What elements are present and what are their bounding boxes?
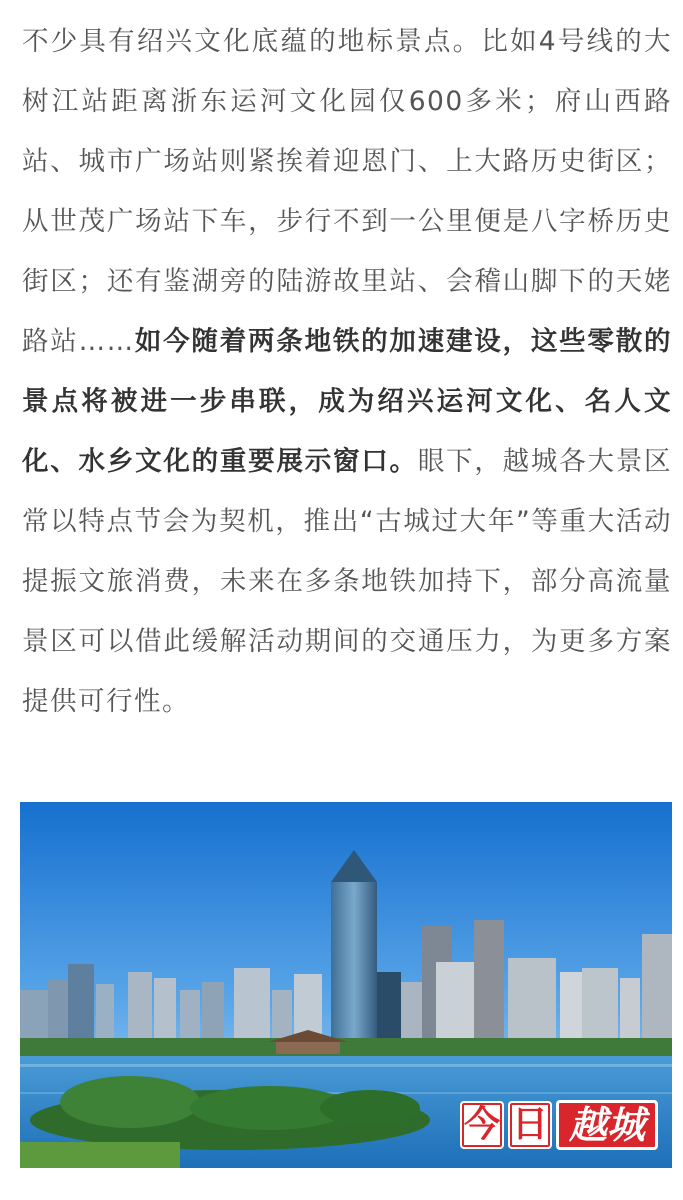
city-skyline-photo [20, 802, 672, 1168]
watermark-char-2: 日 [508, 1101, 552, 1149]
article-paragraph [22, 12, 672, 732]
watermark-brand: 越城 [556, 1100, 658, 1150]
watermark-char-1: 今 [460, 1101, 504, 1149]
paragraph-text-after: 眼下，越城各大景区常以特点节会为契机，推出“古城过大年”等重大活动提振文旅消费，未来在多条地铁加持下，部分高流量景区可以借此缓解活动期间的交通压力，为更多方案提供可行性。 [22, 446, 673, 717]
far-shore-trees [20, 1038, 672, 1058]
paragraph-text-before: 不少具有绍兴文化底蕴的地标景点。比如4号线的大树江站距离浙东运河文化园仅600多米；府山西路站、城市广场站则紧挨着迎恩门、上大路历史街区；从世茂广场站下车，步行不到一公里便是八字桥历史街区；还有鉴湖旁的陆游故里站、会稽山脚下的天姥路站…… [22, 26, 672, 357]
paragraph-text-bold: 如今随着两条地铁的加速建设，这些零散的景点将被进一步串联，成为绍兴运河文化、名人文化、水乡文化的重要展示窗口。 [22, 326, 673, 477]
watermark-logo [460, 1100, 658, 1150]
